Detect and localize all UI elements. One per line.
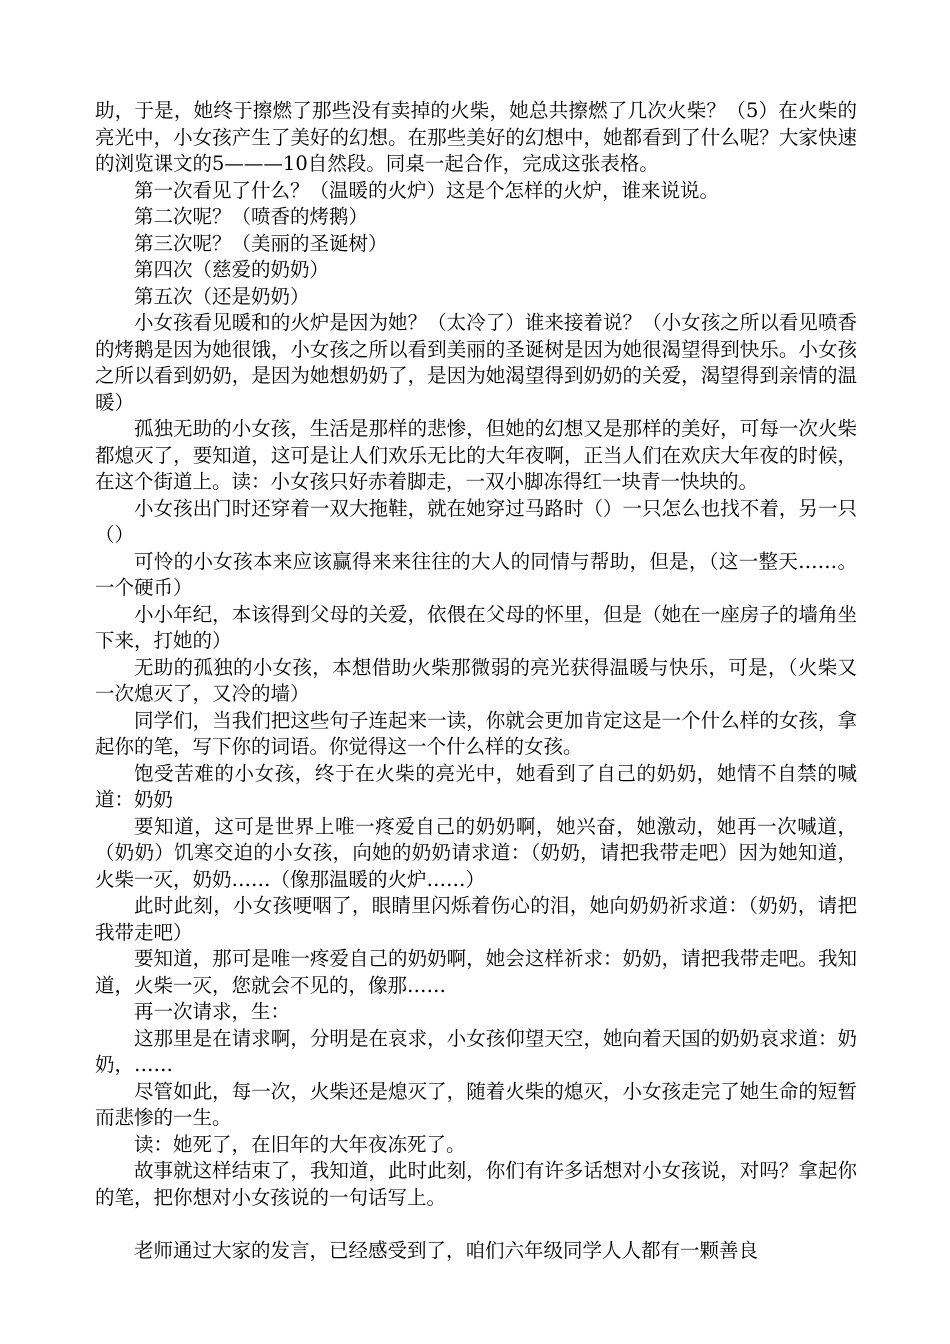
- paragraph: 再一次请求，生：: [134, 1000, 291, 1023]
- paragraph-spacer: [95, 1211, 857, 1238]
- paragraph: 小小年纪，本该得到父母的关爱，依偎在父母的怀里，但是（她在一座房子的墙角坐下来，打她的）: [95, 602, 857, 652]
- paragraph: 第三次呢？（美丽的圣诞树）: [134, 231, 388, 255]
- paragraph: 老师通过大家的发言，已经感受到了，咱们六年级同学人人都有一颗善良: [134, 1238, 759, 1262]
- paragraph: 可怜的小女孩本来应该赢得来来往往的大人的同情与帮助，但是，（这一整天……。一个硬币）: [95, 549, 857, 599]
- paragraph: 这那里是在请求啊，分明是在哀求，小女孩仰望天空，她向着天国的奶奶哀求道：奶奶，……: [95, 1026, 857, 1076]
- paragraph: 第一次看见了什么？（温暖的火炉）这是个怎样的火炉，谁来说说。: [134, 178, 720, 202]
- paragraph: 要知道，那可是唯一疼爱自己的奶奶啊，她会这样祈求：奶奶，请把我带走吧。我知道，火柴一灭，您就会不见的，像那……: [95, 947, 857, 997]
- paragraph: 故事就这样结束了，我知道，此时此刻，你们有许多话想对小女孩说，对吗？拿起你的笔，把你想对小女孩说的一句话写上。: [95, 1159, 857, 1209]
- document-body: [95, 98, 857, 1264]
- paragraph: 小女孩看见暖和的火炉是因为她？（太冷了）谁来接着说？（小女孩之所以看见喷香的烤鹅是因为她很饿，小女孩之所以看到美丽的圣诞树是因为她很渴望得到快乐。小女孩之所以看到奶奶，是因为她想奶奶了，是因为她渴望得到奶奶的关爱，渴望得到亲情的温暖）: [95, 311, 857, 414]
- paragraph: 读：她死了，在旧年的大年夜冻死了。: [134, 1132, 466, 1156]
- paragraph: 第二次呢？（喷香的烤鹅）: [134, 205, 369, 228]
- paragraph: 孤独无助的小女孩，生活是那样的悲惨，但她的幻想又是那样的美好，可每一次火柴都熄灭了，要知道，这可是让人们欢乐无比的大年夜啊，正当人们在欢庆大年夜的时候，在这个街道上。读：小女孩只好赤着脚走，一双小脚冻得红一块青一快块的。: [95, 417, 857, 493]
- paragraph: 第四次（慈爱的奶奶）: [134, 258, 330, 281]
- paragraph: 第五次（还是奶奶）: [134, 284, 310, 308]
- paragraph: 要知道，这可是世界上唯一疼爱自己的奶奶啊，她兴奋，她激动，她再一次喊道，（奶奶）饥寒交迫的小女孩，向她的奶奶请求道：（奶奶，请把我带走吧）因为她知道，火柴一灭，奶奶……（像那温暖的火炉……）: [95, 814, 857, 891]
- paragraph: 此时此刻，小女孩哽咽了，眼睛里闪烁着伤心的泪，她向奶奶祈求道：（奶奶，请把我带走吧）: [95, 894, 857, 944]
- paragraph: 饱受苦难的小女孩，终于在火柴的亮光中，她看到了自己的奶奶，她情不自禁的喊道：奶奶: [95, 761, 857, 811]
- paragraph: 小女孩出门时还穿着一双大拖鞋，就在她穿过马路时（）一只怎么也找不着，另一只（）: [95, 496, 857, 546]
- paragraph: 无助的孤独的小女孩，本想借助火柴那微弱的亮光获得温暖与快乐，可是，（火柴又一次熄灭了，又冷的墙）: [95, 655, 857, 705]
- paragraph: 助，于是，她终于擦燃了那些没有卖掉的火柴，她总共擦燃了几次火柴？（5）在火柴的亮光中，小女孩产生了美好的幻想。在那些美好的幻想中，她都看到了什么呢？大家快速的浏览课文的5———10自然段。同桌一起合作，完成这张表格。: [95, 99, 857, 175]
- paragraph: 尽管如此，每一次，火柴还是熄灭了，随着火柴的熄灭，小女孩走完了她生命的短暂而悲惨的一生。: [95, 1079, 857, 1129]
- paragraph: 同学们，当我们把这些句子连起来一读，你就会更加肯定这是一个什么样的女孩，拿起你的笔，写下你的词语。你觉得这一个什么样的女孩。: [95, 708, 857, 758]
